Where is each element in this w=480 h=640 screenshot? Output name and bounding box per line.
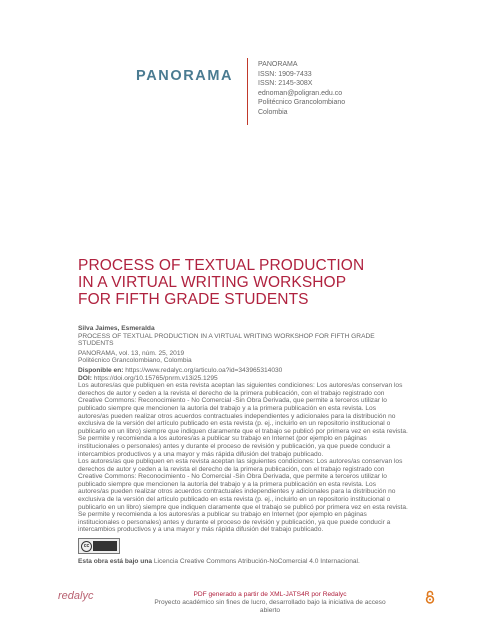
- available-line: [78, 367, 408, 375]
- author-name: Silva Jaimes, Esmeralda: [78, 325, 155, 332]
- journal-country: Colombia: [258, 108, 288, 116]
- title-line-1: PROCESS OF TEXTUAL PRODUCTION: [78, 257, 365, 274]
- doi-link[interactable]: https://doi.org/10.15765/pnrm.v13i25.1295: [93, 374, 218, 382]
- cc-by-nc-badge-icon[interactable]: cc: [78, 538, 120, 554]
- copyright-paragraph-2: Los autores/as que publiquen en esta revista aceptan las siguientes condiciones: Los autores/as conservan los derechos de autor y ceden a la revista el derecho de la primera publicación, con el trabajo registrado con Creative Commons: Reconocimiento - No Comercial -Sin Obra Derivada, que permite a terceros utilizar lo publicado siempre que mencionen la autoría del trabajo y a la primera publicación en esta revista. Los autores/as pueden realizar otros acuerdos contractuales independientes y adicionales para la distribución no exclusiva de la versión del artículo publicado en esta revista (p. ej., incluirlo en un repositorio institucional o publicarlo en un libro) siempre que indiquen claramente que el trabajo se publicó por primera vez en esta revista. Se permite y recomienda a los autores/as a publicar su trabajo en Internet (por ejemplo en páginas institucionales o personales) antes y durante el proceso de revisión y publicación, ya que puede conducir a intercambios productivos y a una mayor y más rápida difusión del trabajo publicado.: [78, 458, 408, 534]
- footer-line-2: Proyecto académico sin fines de lucro, desarrollado bajo la iniciativa de acceso abierto: [154, 599, 386, 615]
- divider-line: [247, 58, 248, 125]
- institution: Politécnico Grancolombiano, Colombia: [78, 357, 192, 365]
- footer: [150, 591, 390, 616]
- license-link[interactable]: Licencia Creative Commons Atribución-NoComercial 4.0 Internacional.: [153, 557, 360, 565]
- journal-name: PANORAMA: [258, 61, 298, 68]
- citation: PANORAMA, vol. 13, núm. 25, 2019: [78, 349, 185, 357]
- article-title-small: PROCESS OF TEXTUAL PRODUCTION IN A VIRTUAL WRITING WORKSHOP FOR FIFTH GRADE STUDENTS: [78, 332, 375, 348]
- journal-institution: Politécnico Grancolombiano: [258, 99, 346, 107]
- title-line-3: FOR FIFTH GRADE STUDENTS: [78, 291, 309, 308]
- copyright-paragraph-1: Los autores/as que publiquen en esta revista aceptan las siguientes condiciones: Los autores/as conservan los derechos de autor y ceden a la revista el derecho de la primera publicación, con el trabajo registrado con Creative Commons: Reconocimiento - No Comercial -Sin Obra Derivada, que permite a terceros utilizar lo publicado siempre que mencionen la autoría del trabajo y a la primera publicación en esta revista. Los autores/as pueden realizar otros acuerdos contractuales independientes y adicionales para la distribución no exclusiva de la versión del artículo publicado en esta revista (p. ej., incluirlo en un repositorio institucional o publicarlo en un libro) siempre que indiquen claramente que el trabajo se publicó por primera vez en esta revista. Se permite y recomienda a los autores/as a publicar su trabajo en Internet (por ejemplo en páginas institucionales o personales) antes y durante el proceso de revisión y publicación, ya que puede conducir a intercambios productivos y a una mayor y más rápida difusión del trabajo publicado.: [78, 382, 408, 458]
- article-metadata: [78, 325, 408, 565]
- issn-online: ISSN: 2145-308X: [258, 80, 313, 88]
- doi-line: [78, 375, 408, 383]
- doi-label: DOI:: [78, 374, 92, 382]
- journal-logo: [136, 62, 240, 96]
- logo-text: PANORAMA: [136, 68, 234, 84]
- available-label: Disponible en:: [78, 366, 124, 374]
- journal-info: [258, 60, 345, 118]
- open-access-icon: [424, 590, 436, 604]
- title-line-2: IN A VIRTUAL WRITING WORKSHOP: [78, 274, 347, 291]
- license-line: [78, 558, 408, 566]
- redalyc-logo[interactable]: redalyc: [58, 590, 94, 602]
- issn-print: ISSN: 1909-7433: [258, 70, 312, 78]
- journal-email[interactable]: ednoman@poligran.edu.co: [258, 89, 343, 97]
- footer-line-1: PDF generado a partir de XML-JATS4R por Redalyc: [193, 591, 347, 598]
- article-title: [78, 257, 408, 308]
- license-prefix: Esta obra está bajo una: [78, 557, 153, 565]
- available-link[interactable]: https://www.redalyc.org/articulo.oa?id=343965314030: [125, 366, 283, 374]
